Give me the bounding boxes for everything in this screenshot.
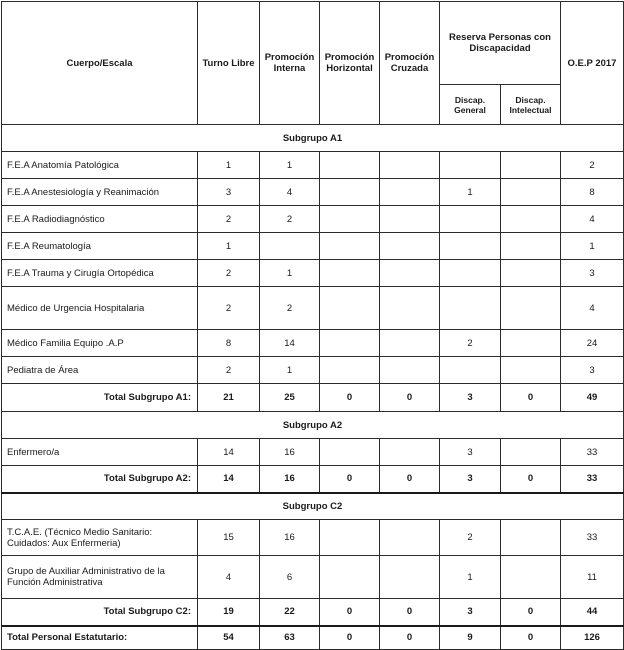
row-name: Médico Familia Equipo .A.P: [2, 330, 198, 357]
total-oep: 33: [561, 466, 624, 493]
total-turno: 14: [198, 466, 260, 493]
total-general: 3: [440, 599, 501, 626]
row-name: T.C.A.E. (Técnico Medio Sanitario: Cuidados: Aux Enfermeria): [2, 520, 198, 556]
cell-intelectual: [501, 287, 561, 330]
total-intelectual: 0: [501, 466, 561, 493]
cell-turno: 4: [198, 556, 260, 599]
cell-intelectual: [501, 260, 561, 287]
total-horizontal: 0: [320, 384, 380, 412]
cell-general: 1: [440, 556, 501, 599]
row-name: F.E.A Trauma y Cirugía Ortopédica: [2, 260, 198, 287]
cell-horizontal: [320, 206, 380, 233]
cell-oep: 33: [561, 439, 624, 466]
cell-turno: 2: [198, 260, 260, 287]
cell-intelectual: [501, 330, 561, 357]
total-turno: 21: [198, 384, 260, 412]
cell-horizontal: [320, 233, 380, 260]
cell-oep: 33: [561, 520, 624, 556]
total-intelectual: 0: [501, 384, 561, 412]
total-general: 3: [440, 384, 501, 412]
cell-horizontal: [320, 520, 380, 556]
cell-intelectual: [501, 206, 561, 233]
cell-horizontal: [320, 439, 380, 466]
cell-intelectual: [501, 179, 561, 206]
total-horizontal: 0: [320, 466, 380, 493]
grand-total-turno: 54: [198, 626, 260, 650]
cell-horizontal: [320, 287, 380, 330]
grand-total-oep: 126: [561, 626, 624, 650]
total-interna: 16: [260, 466, 320, 493]
total-interna: 22: [260, 599, 320, 626]
table-row: [2, 179, 624, 206]
table-row: [2, 287, 624, 330]
grand-total-row: [2, 626, 624, 650]
cell-oep: 1: [561, 233, 624, 260]
cell-interna: 6: [260, 556, 320, 599]
table-body: [2, 125, 624, 650]
cell-general: [440, 287, 501, 330]
cell-turno: 3: [198, 179, 260, 206]
total-oep: 49: [561, 384, 624, 412]
table-row: [2, 260, 624, 287]
grand-total-horizontal: 0: [320, 626, 380, 650]
header-promocion-cruzada: Promoción Cruzada: [380, 2, 440, 125]
cell-interna: 2: [260, 287, 320, 330]
cell-turno: 1: [198, 233, 260, 260]
cell-general: [440, 206, 501, 233]
cell-intelectual: [501, 520, 561, 556]
total-label: Total Subgrupo A1:: [2, 384, 198, 412]
subgroup-header-row: [2, 493, 624, 520]
cell-turno: 1: [198, 152, 260, 179]
total-cruzada: 0: [380, 384, 440, 412]
cell-oep: 3: [561, 260, 624, 287]
cell-intelectual: [501, 233, 561, 260]
cell-cruzada: [380, 152, 440, 179]
table-row: [2, 520, 624, 556]
total-turno: 19: [198, 599, 260, 626]
cell-general: [440, 233, 501, 260]
cell-cruzada: [380, 520, 440, 556]
cell-interna: 2: [260, 206, 320, 233]
cell-horizontal: [320, 357, 380, 384]
total-label: Total Subgrupo C2:: [2, 599, 198, 626]
total-oep: 44: [561, 599, 624, 626]
cell-interna: 16: [260, 439, 320, 466]
header-cuerpo: Cuerpo/Escala: [2, 2, 198, 125]
cell-interna: 16: [260, 520, 320, 556]
row-name: F.E.A Anestesiología y Reanimación: [2, 179, 198, 206]
cell-oep: 4: [561, 206, 624, 233]
cell-interna: 14: [260, 330, 320, 357]
row-name: F.E.A Radiodiagnóstico: [2, 206, 198, 233]
cell-interna: 4: [260, 179, 320, 206]
row-name: Enfermero/a: [2, 439, 198, 466]
subgroup-title: Subgrupo A2: [2, 412, 624, 439]
cell-turno: 2: [198, 357, 260, 384]
cell-general: 2: [440, 520, 501, 556]
cell-horizontal: [320, 179, 380, 206]
cell-cruzada: [380, 233, 440, 260]
subgroup-header-row: [2, 412, 624, 439]
total-row: [2, 599, 624, 626]
cell-cruzada: [380, 439, 440, 466]
row-name: F.E.A Reumatología: [2, 233, 198, 260]
grand-total-cruzada: 0: [380, 626, 440, 650]
cell-general: 3: [440, 439, 501, 466]
table-row: [2, 439, 624, 466]
table-row: [2, 152, 624, 179]
header-oep: O.E.P 2017: [561, 2, 624, 125]
row-name: Médico de Urgencia Hospitalaria: [2, 287, 198, 330]
cell-oep: 24: [561, 330, 624, 357]
total-horizontal: 0: [320, 599, 380, 626]
row-name: Pediatra de Área: [2, 357, 198, 384]
grand-total-label: Total Personal Estatutario:: [2, 626, 198, 650]
cell-turno: 2: [198, 287, 260, 330]
cell-cruzada: [380, 330, 440, 357]
header-discap-intelectual: Discap. Intelectual: [501, 85, 561, 125]
grand-total-general: 9: [440, 626, 501, 650]
row-name: F.E.A Anatomía Patológica: [2, 152, 198, 179]
cell-cruzada: [380, 556, 440, 599]
cell-oep: 4: [561, 287, 624, 330]
cell-intelectual: [501, 439, 561, 466]
total-row: [2, 384, 624, 412]
cell-oep: 3: [561, 357, 624, 384]
cell-turno: 8: [198, 330, 260, 357]
header-promocion-interna: Promoción Interna: [260, 2, 320, 125]
cell-cruzada: [380, 206, 440, 233]
cell-turno: 2: [198, 206, 260, 233]
cell-interna: 1: [260, 152, 320, 179]
oep-table: [1, 1, 624, 650]
header-row: [2, 2, 624, 85]
cell-intelectual: [501, 556, 561, 599]
cell-interna: [260, 233, 320, 260]
row-name: Grupo de Auxiliar Administrativo de la Función Administrativa: [2, 556, 198, 599]
header-promocion-horizontal: Promoción Horizontal: [320, 2, 380, 125]
cell-turno: 14: [198, 439, 260, 466]
cell-cruzada: [380, 287, 440, 330]
grand-total-intelectual: 0: [501, 626, 561, 650]
cell-oep: 2: [561, 152, 624, 179]
cell-cruzada: [380, 179, 440, 206]
cell-oep: 11: [561, 556, 624, 599]
grand-total-interna: 63: [260, 626, 320, 650]
header-reserva: Reserva Personas con Discapacidad: [440, 2, 561, 85]
total-row: [2, 466, 624, 493]
cell-horizontal: [320, 330, 380, 357]
table-row: [2, 357, 624, 384]
cell-general: [440, 152, 501, 179]
total-cruzada: 0: [380, 599, 440, 626]
cell-general: [440, 260, 501, 287]
cell-turno: 15: [198, 520, 260, 556]
cell-cruzada: [380, 357, 440, 384]
table-row: [2, 206, 624, 233]
cell-horizontal: [320, 152, 380, 179]
total-interna: 25: [260, 384, 320, 412]
cell-horizontal: [320, 556, 380, 599]
total-label: Total Subgrupo A2:: [2, 466, 198, 493]
subgroup-title: Subgrupo C2: [2, 493, 624, 520]
cell-general: 1: [440, 179, 501, 206]
total-intelectual: 0: [501, 599, 561, 626]
header-discap-general: Discap. General: [440, 85, 501, 125]
total-cruzada: 0: [380, 466, 440, 493]
cell-intelectual: [501, 357, 561, 384]
cell-general: 2: [440, 330, 501, 357]
cell-interna: 1: [260, 260, 320, 287]
cell-intelectual: [501, 152, 561, 179]
cell-oep: 8: [561, 179, 624, 206]
cell-general: [440, 357, 501, 384]
subgroup-title: Subgrupo A1: [2, 125, 624, 152]
header-turno-libre: Turno Libre: [198, 2, 260, 125]
table-row: [2, 556, 624, 599]
cell-horizontal: [320, 260, 380, 287]
subgroup-header-row: [2, 125, 624, 152]
table-row: [2, 233, 624, 260]
total-general: 3: [440, 466, 501, 493]
cell-cruzada: [380, 260, 440, 287]
cell-interna: 1: [260, 357, 320, 384]
table-row: [2, 330, 624, 357]
